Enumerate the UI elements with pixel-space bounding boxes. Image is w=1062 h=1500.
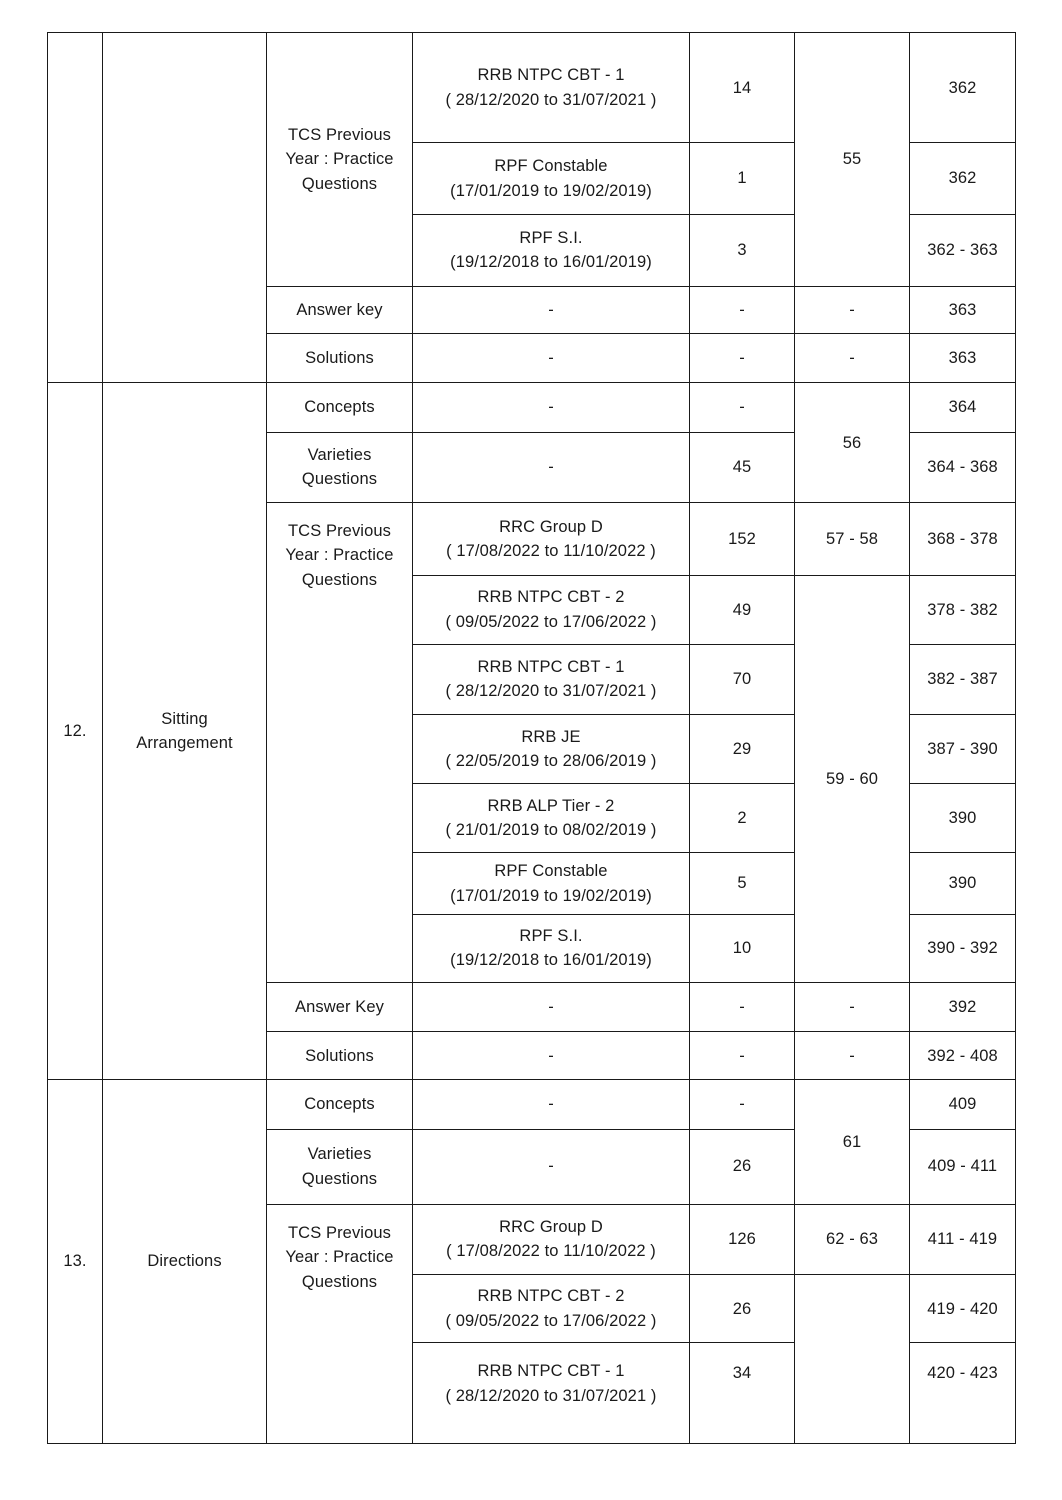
table-row xyxy=(48,33,1016,143)
cell-exam xyxy=(413,214,690,286)
exam-name: RPF Constable xyxy=(494,862,608,881)
cell-page-no: 378 - 382 xyxy=(910,576,1016,644)
cell-question-count: 3 xyxy=(690,214,795,286)
cell-exam xyxy=(413,644,690,714)
exam-name: RRB NTPC CBT - 2 xyxy=(477,588,625,607)
cell-page-no: 364 xyxy=(910,383,1016,432)
cell-topic: Directions xyxy=(103,1080,267,1444)
cell-exam xyxy=(413,143,690,214)
cell-video-page: 59 - 60 xyxy=(795,576,910,983)
cell-video-page: 62 - 63 xyxy=(795,1204,910,1274)
cell-exam: - xyxy=(413,383,690,432)
cell-exam xyxy=(413,502,690,575)
cell-page-no: 368 - 378 xyxy=(910,502,1016,575)
cell-exam: - xyxy=(413,432,690,502)
section-line-2: Year : Practice xyxy=(285,150,394,169)
cell-topic xyxy=(103,383,267,1080)
exam-name: RRB NTPC CBT - 1 xyxy=(477,66,625,85)
exam-date: ( 21/01/2019 to 08/02/2019 ) xyxy=(445,821,657,840)
cell-section: Answer Key xyxy=(267,982,413,1031)
cell-video-page: 56 xyxy=(795,383,910,503)
section-line-1: TCS Previous xyxy=(288,521,391,540)
cell-page-no: 392 - 408 xyxy=(910,1032,1016,1080)
cell-question-count: - xyxy=(690,383,795,432)
cell-video-page: 55 xyxy=(795,33,910,287)
index-table-wrapper xyxy=(47,32,1015,1444)
exam-date: ( 28/12/2020 to 31/07/2021 ) xyxy=(445,90,657,109)
table-row xyxy=(48,383,1016,432)
cell-question-count: 5 xyxy=(690,853,795,914)
cell-question-count: - xyxy=(690,982,795,1031)
cell-page-no: 419 - 420 xyxy=(910,1275,1016,1343)
cell-video-page: 57 - 58 xyxy=(795,502,910,575)
topic-line-2: Arrangement xyxy=(136,734,233,753)
cell-sno: 12. xyxy=(48,383,103,1080)
cell-page-no: 390 xyxy=(910,784,1016,853)
cell-section xyxy=(267,33,413,287)
cell-question-count: - xyxy=(690,334,795,383)
cell-question-count: 26 xyxy=(690,1129,795,1204)
section-line-2: Year : Practice xyxy=(285,1248,394,1267)
cell-page-no: 411 - 419 xyxy=(910,1204,1016,1274)
cell-section: Answer key xyxy=(267,287,413,334)
cell-page-no: 362 - 363 xyxy=(910,214,1016,286)
cell-question-count: 29 xyxy=(690,714,795,783)
cell-page-no: 364 - 368 xyxy=(910,432,1016,502)
cell-section xyxy=(267,1204,413,1443)
exam-date: (19/12/2018 to 16/01/2019) xyxy=(450,253,652,272)
cell-exam xyxy=(413,33,690,143)
section-line-2: Questions xyxy=(301,1169,378,1188)
section-line-3: Questions xyxy=(301,1272,378,1291)
cell-exam xyxy=(413,784,690,853)
cell-exam: - xyxy=(413,334,690,383)
cell-question-count: 49 xyxy=(690,576,795,644)
syllabus-index-table xyxy=(47,32,1016,1444)
exam-date: (17/01/2019 to 19/02/2019) xyxy=(450,886,652,905)
exam-date: ( 17/08/2022 to 11/10/2022 ) xyxy=(446,542,656,561)
cell-question-count: 14 xyxy=(690,33,795,143)
cell-page-no: 390 - 392 xyxy=(910,914,1016,982)
exam-date: ( 22/05/2019 to 28/06/2019 ) xyxy=(445,751,657,770)
cell-page-no: 362 xyxy=(910,143,1016,214)
section-line-1: Varieties xyxy=(307,1145,372,1164)
cell-question-count: 34 xyxy=(690,1343,795,1444)
cell-section: Concepts xyxy=(267,1080,413,1129)
cell-exam xyxy=(413,576,690,644)
table-row xyxy=(48,1080,1016,1129)
cell-page-no: 362 xyxy=(910,33,1016,143)
exam-name: RRC Group D xyxy=(499,517,603,536)
cell-section xyxy=(267,432,413,502)
cell-question-count: 70 xyxy=(690,644,795,714)
cell-section xyxy=(267,502,413,982)
cell-page-no: 382 - 387 xyxy=(910,644,1016,714)
cell-exam xyxy=(413,853,690,914)
cell-question-count: - xyxy=(690,287,795,334)
cell-page-no: 409 xyxy=(910,1080,1016,1129)
cell-exam: - xyxy=(413,1080,690,1129)
cell-exam xyxy=(413,914,690,982)
exam-name: RRB JE xyxy=(521,727,581,746)
cell-exam: - xyxy=(413,982,690,1031)
cell-exam xyxy=(413,1343,690,1444)
exam-date: ( 28/12/2020 to 31/07/2021 ) xyxy=(445,1386,657,1405)
exam-date: ( 09/05/2022 to 17/06/2022 ) xyxy=(445,612,657,631)
cell-question-count: 26 xyxy=(690,1275,795,1343)
cell-page-no: 387 - 390 xyxy=(910,714,1016,783)
cell-sno: 13. xyxy=(48,1080,103,1444)
section-line-1: TCS Previous xyxy=(288,1223,391,1242)
exam-name: RPF S.I. xyxy=(519,926,583,945)
cell-page-no: 390 xyxy=(910,853,1016,914)
exam-name: RRB NTPC CBT - 1 xyxy=(477,1362,625,1381)
exam-name: RRB NTPC CBT - 2 xyxy=(477,1287,625,1306)
exam-date: ( 28/12/2020 to 31/07/2021 ) xyxy=(445,682,657,701)
cell-question-count: 126 xyxy=(690,1204,795,1274)
cell-page-no: 392 xyxy=(910,982,1016,1031)
exam-name: RRB NTPC CBT - 1 xyxy=(477,657,625,676)
cell-question-count: 45 xyxy=(690,432,795,502)
exam-date: ( 17/08/2022 to 11/10/2022 ) xyxy=(446,1242,656,1261)
cell-question-count: - xyxy=(690,1032,795,1080)
cell-question-count: 152 xyxy=(690,502,795,575)
cell-exam: - xyxy=(413,1129,690,1204)
section-line-2: Year : Practice xyxy=(285,546,394,565)
cell-question-count: 1 xyxy=(690,143,795,214)
exam-date: (17/01/2019 to 19/02/2019) xyxy=(450,181,652,200)
cell-page-no: 363 xyxy=(910,287,1016,334)
cell-page-no: 420 - 423 xyxy=(910,1343,1016,1444)
exam-name: RPF S.I. xyxy=(519,229,583,247)
cell-section: Solutions xyxy=(267,334,413,383)
exam-date: ( 09/05/2022 to 17/06/2022 ) xyxy=(445,1311,657,1330)
cell-exam: - xyxy=(413,287,690,334)
cell-exam: - xyxy=(413,1032,690,1080)
cell-video-page: - xyxy=(795,287,910,334)
cell-section xyxy=(267,1129,413,1204)
section-line-3: Questions xyxy=(301,570,378,589)
cell-sno xyxy=(48,33,103,383)
cell-section: Solutions xyxy=(267,1032,413,1080)
exam-name: RRC Group D xyxy=(499,1218,603,1237)
cell-video-page: - xyxy=(795,982,910,1031)
exam-name: RRB ALP Tier - 2 xyxy=(487,796,615,815)
section-line-1: Varieties xyxy=(307,445,372,464)
cell-exam xyxy=(413,1204,690,1274)
cell-topic xyxy=(103,33,267,383)
section-line-2: Questions xyxy=(301,470,378,489)
exam-date: (19/12/2018 to 16/01/2019) xyxy=(450,951,652,970)
cell-exam xyxy=(413,714,690,783)
topic-line-1: Sitting xyxy=(161,709,208,728)
cell-page-no: 409 - 411 xyxy=(910,1129,1016,1204)
section-line-3: Questions xyxy=(301,174,378,193)
cell-question-count: 2 xyxy=(690,784,795,853)
cell-page-no: 363 xyxy=(910,334,1016,383)
cell-section: Concepts xyxy=(267,383,413,432)
cell-video-page: - xyxy=(795,334,910,383)
cell-video-page: - xyxy=(795,1032,910,1080)
exam-name: RPF Constable xyxy=(494,157,608,176)
cell-video-page: 61 xyxy=(795,1080,910,1205)
cell-video-page xyxy=(795,1275,910,1444)
cell-exam xyxy=(413,1275,690,1343)
cell-question-count: - xyxy=(690,1080,795,1129)
section-line-1: TCS Previous xyxy=(288,125,391,144)
cell-question-count: 10 xyxy=(690,914,795,982)
